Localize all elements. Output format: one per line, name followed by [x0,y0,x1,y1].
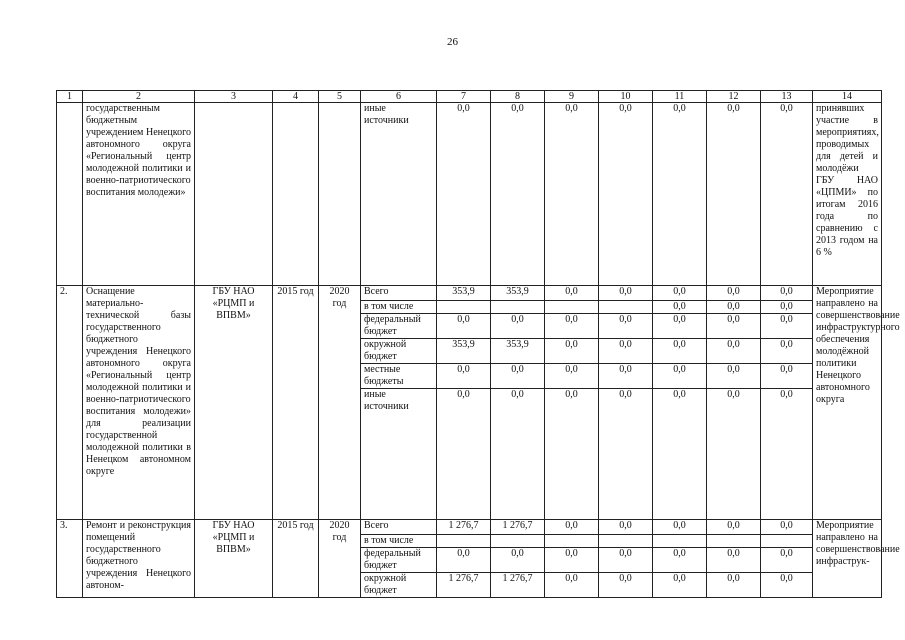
column-number: 8 [491,91,545,103]
value-cell: 0,0 [761,286,813,301]
value-cell: 0,0 [761,548,813,573]
value-cell: 0,0 [707,364,761,389]
value-cell: 0,0 [653,520,707,535]
value-cell [545,301,599,314]
funding-source-cell: окружной бюджет [361,573,437,598]
row-number-cell: 3. [57,520,83,598]
value-cell: 0,0 [707,286,761,301]
value-cell: 0,0 [653,314,707,339]
value-cell: 0,0 [545,339,599,364]
value-cell: 0,0 [761,314,813,339]
value-cell [491,301,545,314]
value-cell: 0,0 [437,389,491,520]
value-cell: 353,9 [437,339,491,364]
start-year-cell: 2015 год [273,286,319,520]
column-number: 12 [707,91,761,103]
value-cell: 0,0 [761,389,813,520]
value-cell: 0,0 [437,548,491,573]
value-cell: 0,0 [545,389,599,520]
executor-cell [195,103,273,286]
column-number: 2 [83,91,195,103]
value-cell [599,535,653,548]
value-cell: 0,0 [707,548,761,573]
value-cell: 0,0 [599,389,653,520]
result-cell: Мероприятие направлено на совершенствование инфраструк- [813,520,882,598]
funding-source-cell: Всего [361,286,437,301]
value-cell [653,535,707,548]
value-cell: 0,0 [491,389,545,520]
value-cell: 0,0 [545,286,599,301]
column-number: 9 [545,91,599,103]
value-cell: 0,0 [707,573,761,598]
value-cell: 0,0 [545,573,599,598]
value-cell: 0,0 [491,364,545,389]
value-cell [545,535,599,548]
activity-name-cell: Оснащение материально-технической базы государственного бюджетного учреждения Ненецкого автономного округа «Региональный центр молодежной политики и военно-патриотического воспитания молодежи» для реализации государственной молодежной политики в Ненецком автономном округе [83,286,195,520]
value-cell: 0,0 [707,389,761,520]
value-cell: 0,0 [545,548,599,573]
value-cell: 353,9 [437,286,491,301]
value-cell [491,535,545,548]
value-cell: 1 276,7 [491,573,545,598]
executor-cell: ГБУ НАО «РЦМП и ВПВМ» [195,286,273,520]
column-number-row [57,91,882,103]
funding-source-cell: в том числе [361,535,437,548]
value-cell: 0,0 [761,364,813,389]
value-cell: 0,0 [545,364,599,389]
column-number: 11 [653,91,707,103]
column-number: 7 [437,91,491,103]
value-cell: 0,0 [707,314,761,339]
value-cell [599,301,653,314]
activity-name-cell: государственным бюджетным учреждением Ненецкого автономного округа «Региональный центр молодежной политики и военно-патриотического воспитания молодежи» [83,103,195,286]
value-cell: 0,0 [599,573,653,598]
value-cell [437,301,491,314]
funding-source-cell: федеральный бюджет [361,314,437,339]
value-cell: 0,0 [653,339,707,364]
funding-source-cell: окружной бюджет [361,339,437,364]
value-cell: 0,0 [761,573,813,598]
value-cell: 0,0 [599,520,653,535]
value-cell: 0,0 [545,520,599,535]
column-number: 4 [273,91,319,103]
value-cell: 0,0 [707,520,761,535]
value-cell: 353,9 [491,286,545,301]
column-number: 14 [813,91,882,103]
value-cell: 0,0 [599,286,653,301]
value-cell: 0,0 [761,103,813,286]
value-cell: 0,0 [653,286,707,301]
funding-source-cell: местные бюджеты [361,364,437,389]
value-cell: 0,0 [545,103,599,286]
end-year-cell: 2020 год [319,520,361,598]
funding-source-cell: Всего [361,520,437,535]
program-table [56,90,900,598]
value-cell: 0,0 [437,314,491,339]
value-cell: 0,0 [437,364,491,389]
value-cell: 0,0 [437,103,491,286]
column-number: 3 [195,91,273,103]
value-cell: 0,0 [761,339,813,364]
row-number-cell: 2. [57,286,83,520]
column-number: 6 [361,91,437,103]
funding-source-cell: федеральный бюджет [361,548,437,573]
value-cell: 0,0 [599,103,653,286]
value-cell: 0,0 [491,548,545,573]
value-cell [707,535,761,548]
value-cell: 0,0 [545,314,599,339]
table-row [57,103,882,286]
value-cell: 353,9 [491,339,545,364]
activity-name-cell: Ремонт и реконструкция помещений государственного бюджетного учреждения Ненецкого автоном- [83,520,195,598]
value-cell: 0,0 [599,314,653,339]
value-cell: 0,0 [599,364,653,389]
value-cell: 0,0 [599,339,653,364]
funding-source-cell: иные источники [361,103,437,286]
value-cell: 0,0 [653,573,707,598]
funding-source-cell: иные источники [361,389,437,520]
row-number-cell [57,103,83,286]
table-row [57,286,882,301]
end-year-cell: 2020 год [319,286,361,520]
executor-cell: ГБУ НАО «РЦМП и ВПВМ» [195,520,273,598]
value-cell [761,535,813,548]
value-cell: 0,0 [707,103,761,286]
value-cell: 0,0 [761,520,813,535]
value-cell: 0,0 [599,548,653,573]
value-cell: 0,0 [653,389,707,520]
start-year-cell: 2015 год [273,520,319,598]
column-number: 10 [599,91,653,103]
value-cell: 0,0 [653,364,707,389]
value-cell: 0,0 [707,301,761,314]
value-cell: 0,0 [491,103,545,286]
end-year-cell [319,103,361,286]
column-number: 13 [761,91,813,103]
value-cell: 0,0 [653,548,707,573]
value-cell: 1 276,7 [437,520,491,535]
value-cell: 1 276,7 [491,520,545,535]
value-cell: 0,0 [653,103,707,286]
value-cell [437,535,491,548]
column-number: 5 [319,91,361,103]
value-cell: 0,0 [653,301,707,314]
start-year-cell [273,103,319,286]
value-cell: 0,0 [491,314,545,339]
table-row [57,520,882,535]
result-cell: Мероприятие направлено на совершенствование инфраструктурного обеспечения молодёжной политики Ненецкого автономного округа [813,286,882,520]
result-cell: принявших участие в мероприятиях, проводимых для детей и молодёжи ГБУ НАО «ЦПМИ» по итогам 2016 года по сравнению с 2013 годом на 6 % [813,103,882,286]
value-cell: 1 276,7 [437,573,491,598]
column-number: 1 [57,91,83,103]
funding-source-cell: в том числе [361,301,437,314]
value-cell: 0,0 [761,301,813,314]
page-number: 26 [447,36,458,48]
value-cell: 0,0 [707,339,761,364]
